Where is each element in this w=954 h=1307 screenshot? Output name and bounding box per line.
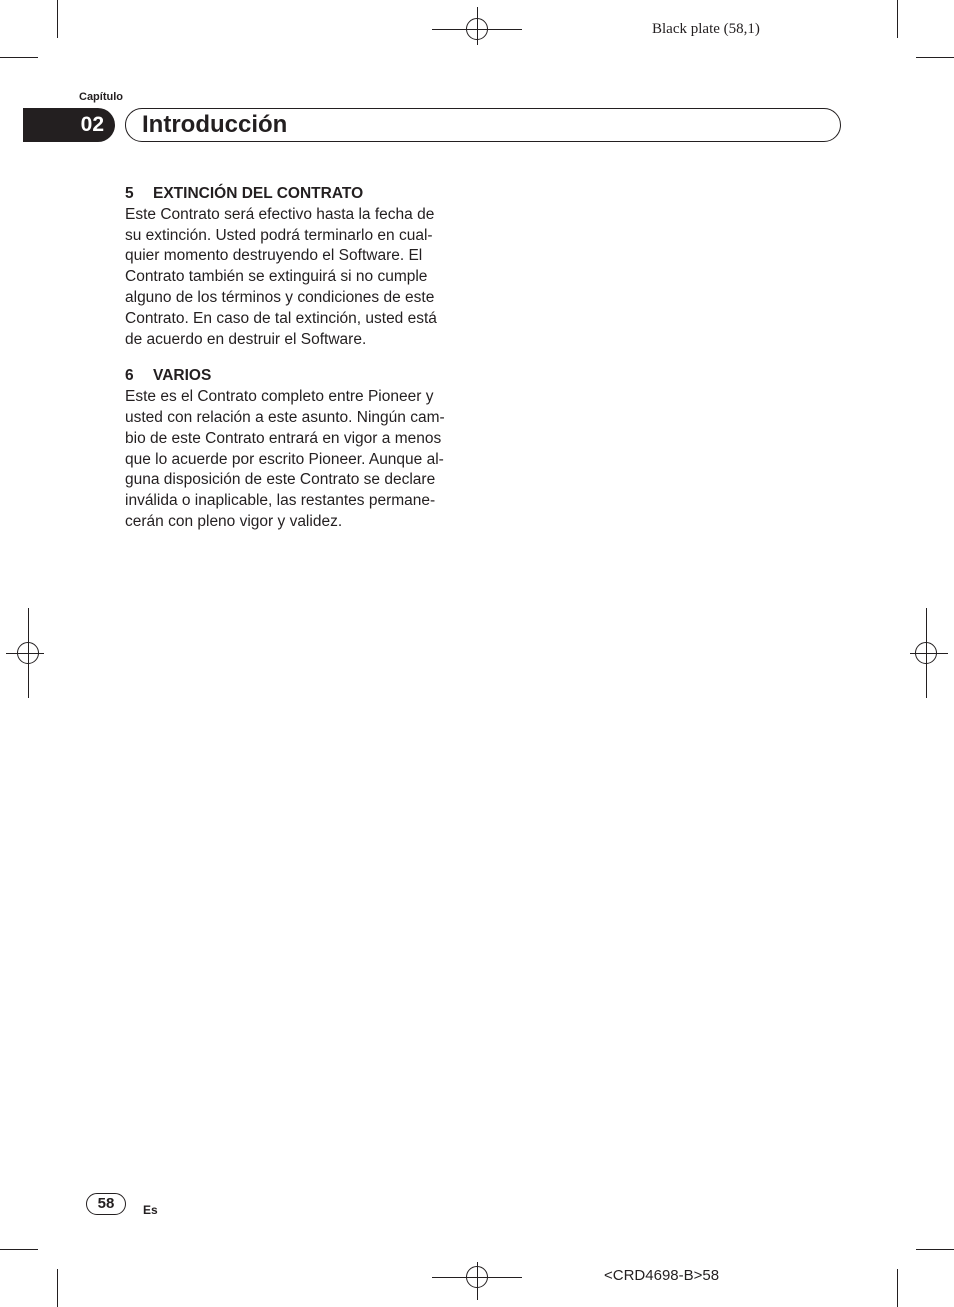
section-body bbox=[125, 205, 470, 351]
paragraph-line: alguno de los términos y condiciones de este bbox=[125, 288, 435, 306]
paragraph-line: bio de este Contrato entrará en vigor a menos bbox=[125, 429, 442, 447]
section-number: 6 bbox=[125, 367, 134, 385]
section-title: EXTINCIÓN DEL CONTRATO bbox=[153, 185, 364, 202]
paragraph-line: inválida o inaplicable, las restantes permane- bbox=[125, 492, 436, 510]
paragraph-line: usted con relación a este asunto. Ningún cam- bbox=[125, 408, 445, 426]
section-extincion bbox=[125, 184, 470, 350]
language-code: Es bbox=[143, 1203, 158, 1217]
document-code: <CRD4698-B>58 bbox=[604, 1267, 720, 1284]
paragraph-line: Contrato también se extinguirá si no cumple bbox=[125, 268, 428, 286]
paragraph-line: quier momento destruyendo el Software. El bbox=[125, 247, 423, 265]
crop-mark-bottom-right-horizontal bbox=[916, 1249, 954, 1250]
section-varios bbox=[125, 366, 470, 532]
paragraph-line: que lo acuerde por escrito Pioneer. Aunque al- bbox=[125, 450, 444, 468]
paragraph-line: cerán con pleno vigor y validez. bbox=[125, 512, 343, 530]
chapter-number-badge: 02 bbox=[23, 108, 115, 142]
page-number: 58 bbox=[86, 1193, 126, 1215]
paragraph-line: su extinción. Usted podrá terminarlo en cual- bbox=[125, 226, 433, 244]
crop-mark-top-left-vertical bbox=[57, 0, 58, 38]
crop-mark-top-right-vertical bbox=[897, 0, 898, 38]
paragraph-line: de acuerdo en destruir el Software. bbox=[125, 330, 367, 348]
section-title: VARIOS bbox=[153, 367, 212, 385]
crop-mark-bottom-left-horizontal bbox=[0, 1249, 38, 1250]
paragraph-line: Contrato. En caso de tal extinción, usted está bbox=[125, 309, 437, 327]
paragraph-line: Este Contrato será efectivo hasta la fecha de bbox=[125, 205, 435, 223]
plate-label: Black plate (58,1) bbox=[652, 21, 760, 37]
crop-mark-bottom-left-vertical bbox=[57, 1269, 58, 1307]
section-heading bbox=[125, 366, 470, 387]
section-number: 5 bbox=[125, 185, 134, 202]
paragraph-line: guna disposición de este Contrato se declare bbox=[125, 471, 436, 489]
crop-mark-bottom-right-vertical bbox=[897, 1269, 898, 1307]
crop-mark-top-left-horizontal bbox=[0, 57, 38, 58]
section-heading bbox=[125, 184, 470, 205]
crop-mark-top-right-horizontal bbox=[916, 57, 954, 58]
chapter-label: Capítulo bbox=[79, 91, 123, 103]
chapter-title: Introducción bbox=[142, 111, 288, 138]
paragraph-line: Este es el Contrato completo entre Pioneer y bbox=[125, 388, 434, 406]
main-content bbox=[125, 184, 470, 549]
section-body bbox=[125, 387, 470, 533]
